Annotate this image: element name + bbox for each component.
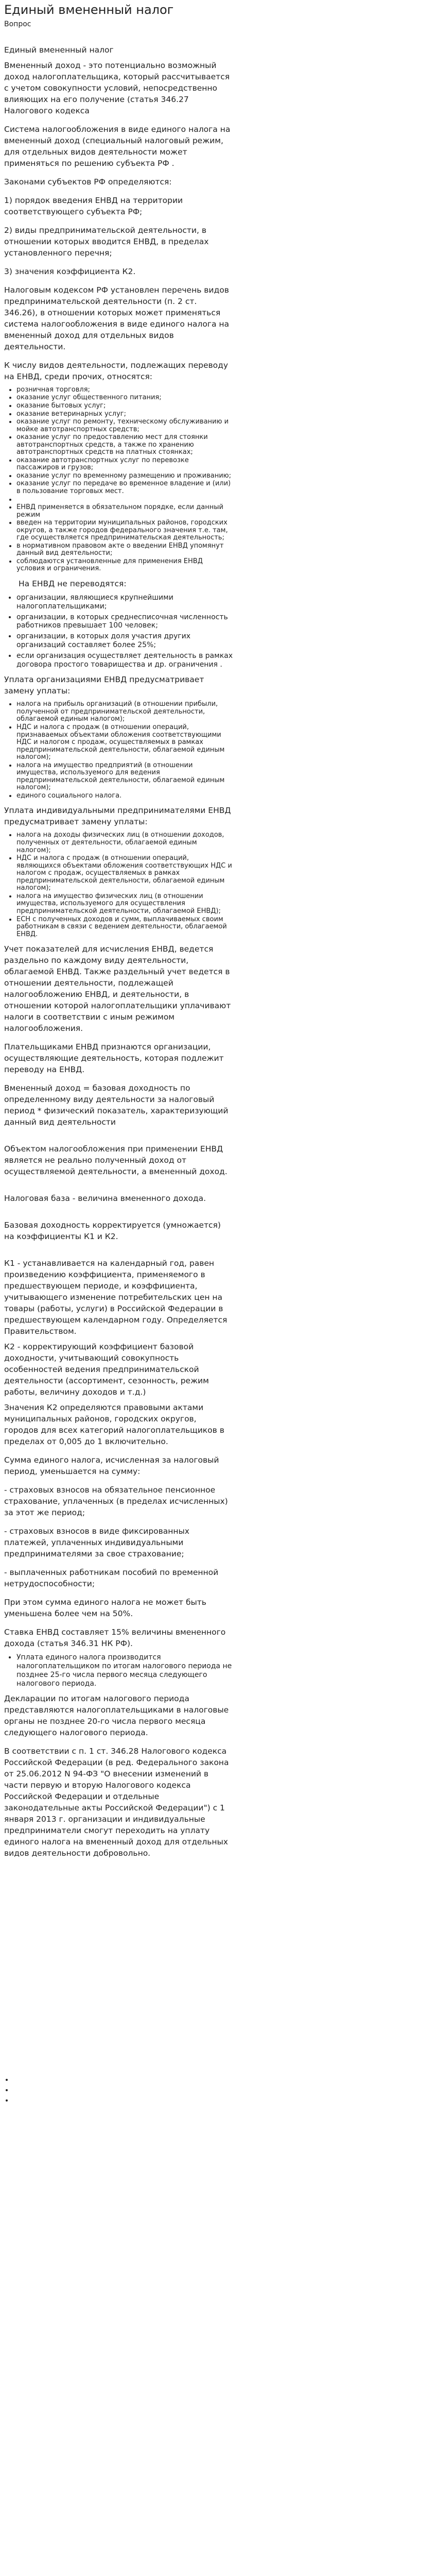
list-item: • оказание услуг по передаче во временное владение и (или) в пользование торговых мест. xyxy=(16,480,233,495)
list-item: • если организация осуществляет деятельность в рамках договора простого товарищества и др. ограничения . xyxy=(16,652,233,669)
paragraph-reduction: Сумма единого налога, исчисленная за налоговый период, уменьшается на сумму: xyxy=(4,1455,219,1477)
paragraph-activities-intro: К числу видов деятельности, подлежащих переводу на ЕНВД, среди прочих, относятся: xyxy=(4,360,229,381)
list-item: • розничная торговля; xyxy=(16,386,233,394)
paragraph-imputed-income: Вмененный доход - это потенциально возможный доход налогоплательщика, который рассчитывается с учетом совокупности условий, непосредственно влияющих на его получение (статья 346.27 Налогового кодекса xyxy=(4,60,230,115)
exclusions-list xyxy=(4,594,233,669)
paragraph-declarations: Декларации по итогам налогового периода представляются налогоплательщиками в налоговые органы не позднее 20-го числа первого месяца следующего налогового периода. xyxy=(4,1694,229,1738)
list-item: • введен на территории муниципальных районов, городских округов, а также городов федерального значения т.е. там, где осуществляется предпринимательская деятельность; xyxy=(16,519,233,542)
list-item: • оказание услуг по временному размещению и проживанию; xyxy=(16,472,233,480)
paragraph-limit: При этом сумма единого налога не может быть уменьшена более чем на 50%. xyxy=(4,1598,206,1619)
list-item: • оказание услуг по предоставлению мест для стоянки автотранспортных средств, а также по хранению автотранспортных средств на платных стоянках; xyxy=(16,434,233,456)
paragraph-sick-pay: - выплаченных работникам пособий по временной нетрудоспособности; xyxy=(4,1568,219,1589)
paragraph-k2-values: Значения К2 определяются правовыми актами муниципальных районов, городских округов, городов для всех категорий налогоплательщиков в пределах от 0,005 до 1 включительно. xyxy=(4,1403,224,1447)
paragraph-coefficients: Базовая доходность корректируется (умножается) на коэффициенты К1 и К2. xyxy=(4,1221,221,1242)
paragraph-regional-laws: Законами субъектов РФ определяются: xyxy=(4,177,172,187)
org-replacement-list xyxy=(4,701,233,800)
paragraph-pension: - страховых взносов на обязательное пенсионное страхование, уплаченных (в пределах исчисленных) за этот же период; xyxy=(4,1485,228,1518)
list-item: • налога на доходы физических лиц (в отношении доходов, полученных от деятельности, облагаемой единым налогом); xyxy=(16,832,233,854)
list-item-empty xyxy=(16,496,233,504)
paragraph-not-transferred: На ЕНВД не переводятся: xyxy=(19,579,127,588)
empty-bullet xyxy=(13,2075,233,2086)
paragraph-fixed-payments: - страховых взносов в виде фиксированных платежей, уплаченных индивидуальными предпринимателями за свое страхование; xyxy=(4,1527,189,1559)
page-subtitle: Вопрос xyxy=(4,20,31,28)
paragraph-object: Объектом налогообложения при применении ЕНВД является не реально полученный доход от осуществляемой деятельности, а вмененный доход. xyxy=(4,1144,228,1177)
list-item: • налога на прибыль организаций (в отношении прибыли, полученной от предпринимательской деятельности, облагаемой единым налогом); xyxy=(16,701,233,723)
paragraph-formula: Вмененный доход = базовая доходность по определенному виду деятельности за налоговый период * физический показатель, характеризующий данный вид деятельности xyxy=(4,1083,229,1127)
empty-bullet xyxy=(13,2096,233,2106)
paragraph-tax-system: Система налогообложения в виде единого налога на вмененный доход (специальный налоговый режим, для отдельных видов деятельности может применяться по решению субъекта РФ . xyxy=(4,124,231,168)
paragraph-item-1: 1) порядок введения ЕНВД на территории соответствующего субъекта РФ; xyxy=(4,195,183,216)
section-heading: Единый вмененный налог xyxy=(4,45,114,55)
list-item: • НДС и налога с продаж (в отношении операций, являющихся объектами обложения соответствующих НДС и налогом с продаж, осуществляемых в рамках предпринимательской деятельности, облагаемой единым налогом); xyxy=(16,855,233,892)
paragraph-tax-code: Налоговым кодексом РФ установлен перечень видов предпринимательской деятельности (п. 2 ст. 346.26), в отношении которых может применяться система налогообложения в виде единого налога на вмененный доход для отдельных видов деятельности. xyxy=(4,285,230,351)
paragraph-k2: К2 - корректирующий коэффициент базовой доходности, учитывающий совокупность особенностей ведения предпринимательской деятельности (ассортимент, сезонность, режим работы, величину доходов и т.д.) xyxy=(4,1342,209,1397)
ip-replacement-list xyxy=(4,832,233,938)
empty-bullet xyxy=(13,2086,233,2096)
paragraph-org-replacement: Уплата организациями ЕНВД предусматривает замену уплаты: xyxy=(4,675,204,696)
list-item: • оказание ветеринарных услуг; xyxy=(16,411,233,418)
list-item: • организации, в которых среднесписочная численность работников превышает 100 человек; xyxy=(16,613,233,631)
list-item: • оказание бытовых услуг; xyxy=(16,402,233,410)
payment-list xyxy=(4,1653,233,1688)
empty-bullet-list xyxy=(4,2075,233,2106)
spacer xyxy=(4,1184,233,1193)
list-item: • оказание услуг по ремонту, техническому обслуживанию и мойке автотранспортных средств; xyxy=(16,418,233,433)
paragraph-ip-replacement: Уплата индивидуальными предпринимателями ЕНВД предусматривает замену уплаты: xyxy=(4,806,231,827)
list-item: • организации, в которых доля участия других организаций составляет более 25%; xyxy=(16,632,233,650)
list-item: • налога на имущество физических лиц (в отношении имущества, используемого для осуществления предпринимательской деятельности, облагаемой ЕНВД); xyxy=(16,893,233,916)
paragraph-voluntary: В соответствии с п. 1 ст. 346.28 Налогового кодекса Российской Федерации (в ред. Федерального закона от 25.06.2012 N 94-ФЗ "О внесении изменений в части первую и вторую Налогового кодекса Российской Федерации и отдельные законодательные акты Российской Федерации") с 1 января 2013 г. организации и индивидуальные предприниматели смогут переходить на уплату единого налога на вмененный доход для отдельных видов деятельности добровольно. xyxy=(4,1747,229,1858)
list-item: • НДС и налога с продаж (в отношении операций, признаваемых объектами обложения соответствующими НДС и налогом с продаж, осуществляемых в рамках предпринимательской деятельности, облагаемой единым налогом); xyxy=(16,724,233,761)
list-item: • организации, являющиеся крупнейшими налогоплательщиками; xyxy=(16,594,233,611)
paragraph-rate: Ставка ЕНВД составляет 15% величины вмененного дохода (статья 346.31 НК РФ). xyxy=(4,1628,226,1649)
paragraph-tax-base: Налоговая база - величина вмененного дохода. xyxy=(4,1194,206,1204)
paragraph-k1: К1 - устанавливается на календарный год, равен произведению коэффициента, применяемого в предшествующем периоде, и коэффициента, учитывающего изменение потребительских цен на товары (работы, услуги) в Российской Федерации в предшествующем календарном году. Определяется Правительством. xyxy=(4,1259,228,1336)
page-title: Единый вмененный налог xyxy=(4,3,174,17)
spacer xyxy=(4,1135,233,1143)
list-item: • оказание автотранспортных услуг по перевозке пассажиров и грузов; xyxy=(16,457,233,472)
activities-list xyxy=(4,386,233,573)
spacer xyxy=(4,1249,233,1258)
spacer xyxy=(4,1211,233,1219)
list-item: • Уплата единого налога производится налогоплательщиком по итогам налогового периода не позднее 25-го числа первого месяца следующего налогового периода. xyxy=(16,1653,233,1688)
document-page xyxy=(0,0,237,2106)
list-item: • ЕСН с полученных доходов и сумм, выплачиваемых своим работникам в связи с ведением деятельности, облагаемой ЕНВД. xyxy=(16,916,233,939)
paragraph-item-2: 2) виды предпринимательской деятельности, в отношении которых вводится ЕНВД, в пределах установленного перечня; xyxy=(4,225,209,258)
list-item: • налога на имущество предприятий (в отношении имущества, используемого для ведения предпринимательской деятельности, облагаемой единым налогом); xyxy=(16,762,233,792)
paragraph-accounting: Учет показателей для исчисления ЕНВД, ведется раздельно по каждому виду деятельности, облагаемой ЕНВД. Также раздельный учет ведется в отношении деятельности, подлежащей налогообложению ЕНВД, и деятельности, в отношении которой налогоплательщики уплачивают налоги в соответствии с иным режимом налогообложения. xyxy=(4,944,231,1033)
list-item: • единого социального налога. xyxy=(16,792,233,800)
list-item: • оказание услуг общественного питания; xyxy=(16,394,233,402)
paragraph-item-3: 3) значения коэффициента К2. xyxy=(4,266,136,276)
list-item: • ЕНВД применяется в обязательном порядке, если данный режим xyxy=(16,504,233,519)
list-item: • соблюдаются установленные для применения ЕНВД условия и ограничения. xyxy=(16,558,233,573)
list-item: • в нормативном правовом акте о введении ЕНВД упомянут данный вид деятельности; xyxy=(16,543,233,557)
paragraph-payers: Плательщиками ЕНВД признаются организации, осуществляющие деятельность, которая подлежит переводу на ЕНВД. xyxy=(4,1042,224,1075)
